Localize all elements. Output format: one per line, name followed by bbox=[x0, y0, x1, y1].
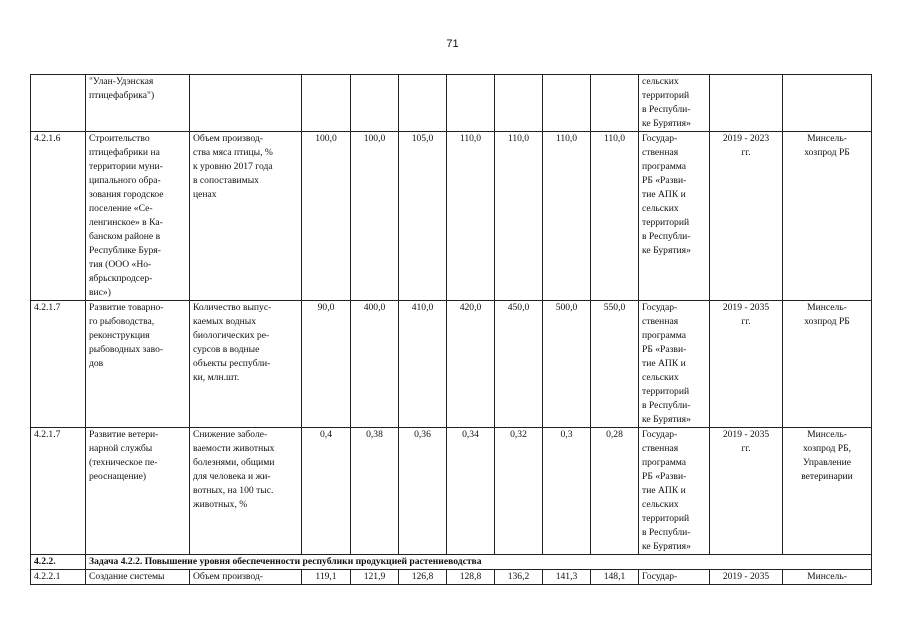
table-row bbox=[31, 570, 872, 585]
value-cell: 90,0 bbox=[302, 301, 351, 428]
value-cell: 110,0 bbox=[447, 132, 495, 301]
indicator: Снижение заболе- ваемости животных болезнями, общими для человека и жи- вотных, на 100 тыс. животных, % bbox=[190, 428, 302, 555]
value-cell: 126,8 bbox=[399, 570, 447, 585]
value-cell bbox=[495, 75, 543, 132]
value-cell bbox=[302, 75, 351, 132]
measure-name: Развитие ветери- нарной службы (техническое пе- реоснащение) bbox=[86, 428, 190, 555]
measure-name: Строительство птицефабрики на территории муни- ципального обра- зования городское поселение «Се- ленгинское» в Ка- банском районе в Республике Буря- тия (ООО «Но- ябрьскпродсер- вис») bbox=[86, 132, 190, 301]
task-title: Задача 4.2.2. Повышение уровня обеспеченности республики продукцией растениеводства bbox=[86, 555, 872, 570]
period-cell: 2019 - 2035 bbox=[710, 570, 783, 585]
measure-name: Развитие товарно- го рыбоводства, реконструкция рыбоводных заво- дов bbox=[86, 301, 190, 428]
value-cell bbox=[399, 75, 447, 132]
value-cell: 0,4 bbox=[302, 428, 351, 555]
measures-table bbox=[30, 74, 872, 585]
value-cell bbox=[591, 75, 639, 132]
value-cell: 136,2 bbox=[495, 570, 543, 585]
row-code: 4.2.1.7 bbox=[31, 301, 86, 428]
value-cell: 0,28 bbox=[591, 428, 639, 555]
indicator bbox=[190, 75, 302, 132]
task-row bbox=[31, 555, 872, 570]
value-cell: 110,0 bbox=[495, 132, 543, 301]
indicator: Объем производ- ства мяса птицы, % к уровню 2017 года в сопоставимых ценах bbox=[190, 132, 302, 301]
period-cell: 2019 - 2023 гг. bbox=[710, 132, 783, 301]
row-code: 4.2.1.7 bbox=[31, 428, 86, 555]
responsible-cell: Минсель- хозпрод РБ, Управление ветеринарии bbox=[783, 428, 872, 555]
row-code bbox=[31, 75, 86, 132]
value-cell: 0,3 bbox=[543, 428, 591, 555]
value-cell: 141,3 bbox=[543, 570, 591, 585]
table-row bbox=[31, 428, 872, 555]
value-cell: 128,8 bbox=[447, 570, 495, 585]
value-cell: 0,38 bbox=[351, 428, 399, 555]
value-cell bbox=[543, 75, 591, 132]
program-cell: Государ- bbox=[639, 570, 710, 585]
indicator: Объем производ- bbox=[190, 570, 302, 585]
value-cell: 110,0 bbox=[591, 132, 639, 301]
table-row bbox=[31, 132, 872, 301]
value-cell: 119,1 bbox=[302, 570, 351, 585]
value-cell: 121,9 bbox=[351, 570, 399, 585]
period-cell: 2019 - 2035 гг. bbox=[710, 428, 783, 555]
period-cell bbox=[710, 75, 783, 132]
page-number: 71 bbox=[446, 38, 459, 50]
program-cell: Государ- ственная программа РБ «Разви- тие АПК и сельских территорий в Республи- ке Бурятия» bbox=[639, 428, 710, 555]
responsible-cell: Минсель- хозпрод РБ bbox=[783, 301, 872, 428]
value-cell: 100,0 bbox=[351, 132, 399, 301]
value-cell: 100,0 bbox=[302, 132, 351, 301]
program-cell: Государ- ственная программа РБ «Разви- тие АПК и сельских территорий в Республи- ке Бурятия» bbox=[639, 301, 710, 428]
value-cell: 148,1 bbox=[591, 570, 639, 585]
task-code: 4.2.2. bbox=[31, 555, 86, 570]
program-cell: Государ- ственная программа РБ «Разви- тие АПК и сельских территорий в Республи- ке Бурятия» bbox=[639, 132, 710, 301]
table-row bbox=[31, 301, 872, 428]
value-cell: 400,0 bbox=[351, 301, 399, 428]
row-code: 4.2.1.6 bbox=[31, 132, 86, 301]
program-cell: сельских территорий в Республи- ке Бурятия» bbox=[639, 75, 710, 132]
value-cell: 500,0 bbox=[543, 301, 591, 428]
responsible-cell: Минсель- bbox=[783, 570, 872, 585]
value-cell: 450,0 bbox=[495, 301, 543, 428]
value-cell: 110,0 bbox=[543, 132, 591, 301]
measure-name: Создание системы bbox=[86, 570, 190, 585]
responsible-cell: Минсель- хозпрод РБ bbox=[783, 132, 872, 301]
value-cell: 0,36 bbox=[399, 428, 447, 555]
value-cell: 0,34 bbox=[447, 428, 495, 555]
value-cell bbox=[447, 75, 495, 132]
row-code: 4.2.2.1 bbox=[31, 570, 86, 585]
value-cell: 550,0 bbox=[591, 301, 639, 428]
responsible-cell bbox=[783, 75, 872, 132]
value-cell: 410,0 bbox=[399, 301, 447, 428]
value-cell: 105,0 bbox=[399, 132, 447, 301]
indicator: Количество выпус- каемых водных биологических ре- сурсов в водные объекты республи- ки, млн.шт. bbox=[190, 301, 302, 428]
period-cell: 2019 - 2035 гг. bbox=[710, 301, 783, 428]
value-cell bbox=[351, 75, 399, 132]
table-row bbox=[31, 75, 872, 132]
measure-name: "Улан-Удэнская птицефабрика") bbox=[86, 75, 190, 132]
value-cell: 420,0 bbox=[447, 301, 495, 428]
value-cell: 0,32 bbox=[495, 428, 543, 555]
